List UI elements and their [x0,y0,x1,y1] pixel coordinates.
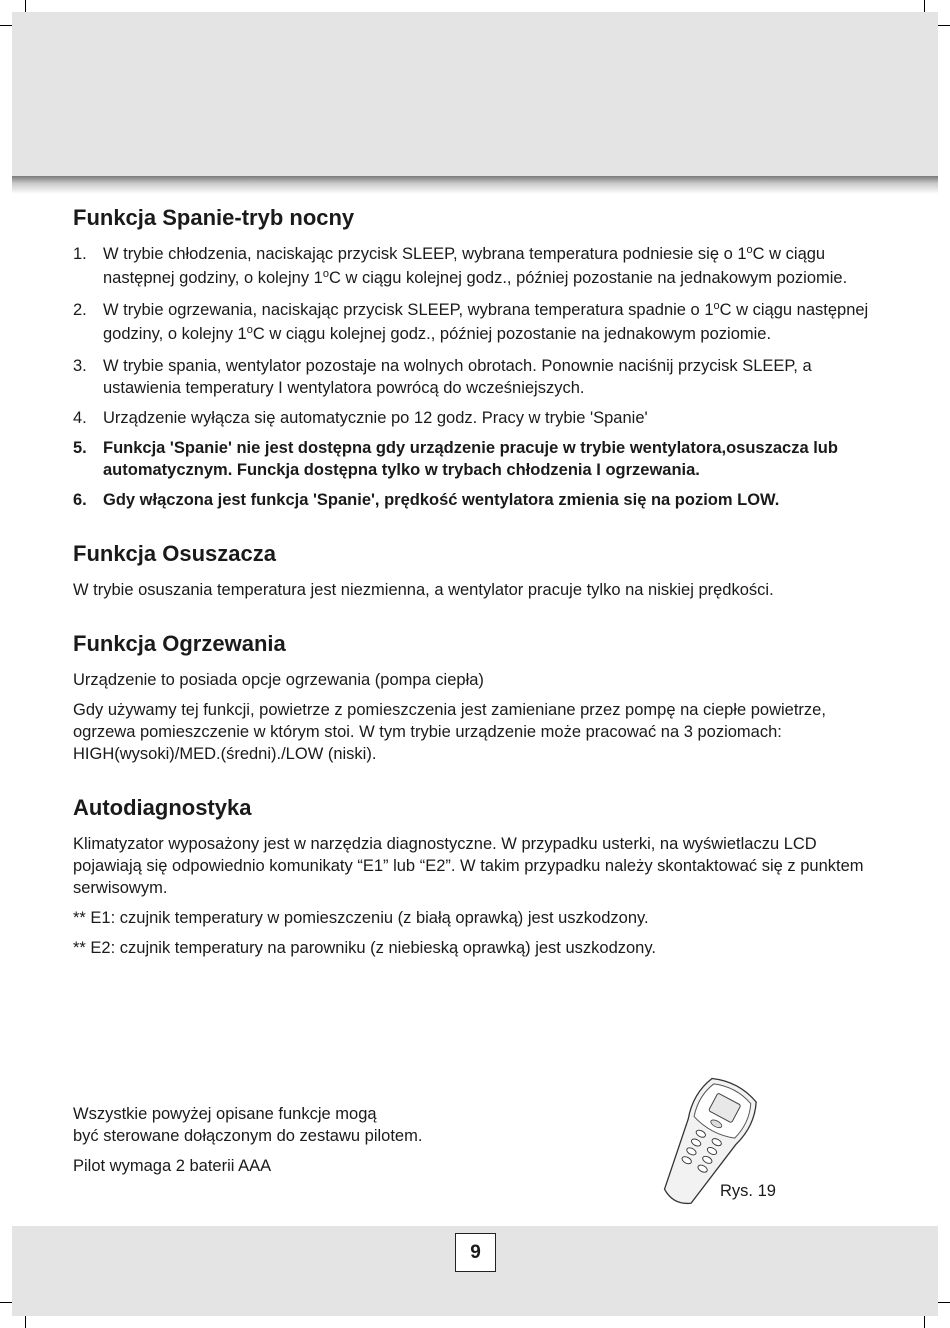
list-number: 1. [73,245,87,263]
list-number: 4. [73,409,87,427]
paragraph: być sterowane dołączonym do zestawu pilotem. [73,1127,423,1145]
list-item [73,299,873,347]
section-dry [73,539,873,601]
page-content [73,203,873,967]
list-text: C w ciągu następnej godziny, o kolejny 1 [103,245,826,287]
crop-mark [938,25,950,26]
paragraph: Pilot wymaga 2 baterii AAA [73,1157,272,1175]
list-item [73,243,873,291]
list-number: 5. [73,439,87,457]
list-text: W trybie ogrzewania, naciskając przycisk SLEEP, wybrana temperatura spadnie o 1 [103,301,714,319]
page-number: 9 [455,1233,496,1272]
paragraph: ** E1: czujnik temperatury w pomieszczeniu (z białą oprawką) jest uszkodzony. [73,909,649,927]
crop-mark [0,25,12,26]
paragraph: Urządzenie to posiada opcje ogrzewania (pompa ciepła) [73,671,484,689]
crop-mark [0,1302,12,1303]
section-diag [73,793,873,959]
section-title-diag: Autodiagnostyka [73,795,252,820]
list-text: C w ciągu kolejnej godz., później pozostanie na jednakowym poziomie. [252,325,772,343]
list-text: W trybie spania, wentylator pozostaje na wolnych obrotach. Ponownie naciśnij przycisk SLEEP, a ustawienia temperatury I wentylatora powrócą do wcześniejszych. [103,357,812,397]
list-text: Funkcja 'Spanie' nie jest dostępna gdy urządzenie pracuje w trybie wentylatora,osuszacza lub automatycznym. Funckja dostępna tylko w trybach chłodzenia I ogrzewania. [103,439,838,479]
section-title-heat: Funkcja Ogrzewania [73,631,286,656]
section-title-dry: Funkcja Osuszacza [73,541,276,566]
degree-symbol: o [322,268,329,280]
section-heat [73,629,873,765]
sleep-list [73,243,873,511]
crop-mark [924,0,925,12]
list-item [73,437,873,481]
degree-symbol: o [746,244,753,256]
crop-mark [924,1316,925,1328]
list-number: 6. [73,491,87,509]
degree-symbol: o [713,300,720,312]
list-text: C w ciągu kolejnej godz., później pozostanie na jednakowym poziomie. [328,269,848,287]
crop-mark [938,1302,950,1303]
list-text: C w ciągu następnej godziny, o kolejny 1 [103,301,869,343]
list-item [73,407,873,429]
paragraph: Wszystkie powyżej opisane funkcje mogą [73,1105,377,1123]
paragraph: Klimatyzator wyposażony jest w narzędzia diagnostyczne. W przypadku usterki, na wyświetlaczu LCD pojawiają się odpowiednio komunikaty “E1” lub “E2”. W takim przypadku należy skontaktować się z punktem serwisowym. [73,835,864,897]
list-text: W trybie chłodzenia, naciskając przycisk SLEEP, wybrana temperatura podniesie się o 1 [103,245,747,263]
list-number: 2. [73,301,87,319]
list-item [73,355,873,399]
list-text: Gdy włączona jest funkcja 'Spanie', prędkość wentylatora zmienia się na poziom LOW. [103,491,780,509]
paragraph: W trybie osuszania temperatura jest niezmienna, a wentylator pracuje tylko na niskiej prędkości. [73,581,774,599]
figure-caption: Rys. 19 [720,1182,776,1200]
crop-mark [25,0,26,12]
list-text: Urządzenie wyłącza się automatycznie po 12 godz. Pracy w trybie 'Spanie' [103,409,648,427]
remote-info [73,1103,553,1185]
list-item [73,489,873,511]
header-band [12,12,938,178]
list-number: 3. [73,357,87,375]
header-shadow [12,176,938,194]
degree-symbol: o [246,324,253,336]
section-title-sleep: Funkcja Spanie-tryb nocny [73,205,355,230]
crop-mark [25,1316,26,1328]
paragraph: ** E2: czujnik temperatury na parowniku (z niebieską oprawką) jest uszkodzony. [73,939,656,957]
paragraph: Gdy używamy tej funkcji, powietrze z pomieszczenia jest zamieniane przez pompę na ciepłe powietrze, ogrzewa pomieszczenie w którym stoi. W tym trybie urządzenie może pracować na 3 poziomach: HIGH(wysoki)/MED.(średni)./LOW (niski). [73,701,826,763]
